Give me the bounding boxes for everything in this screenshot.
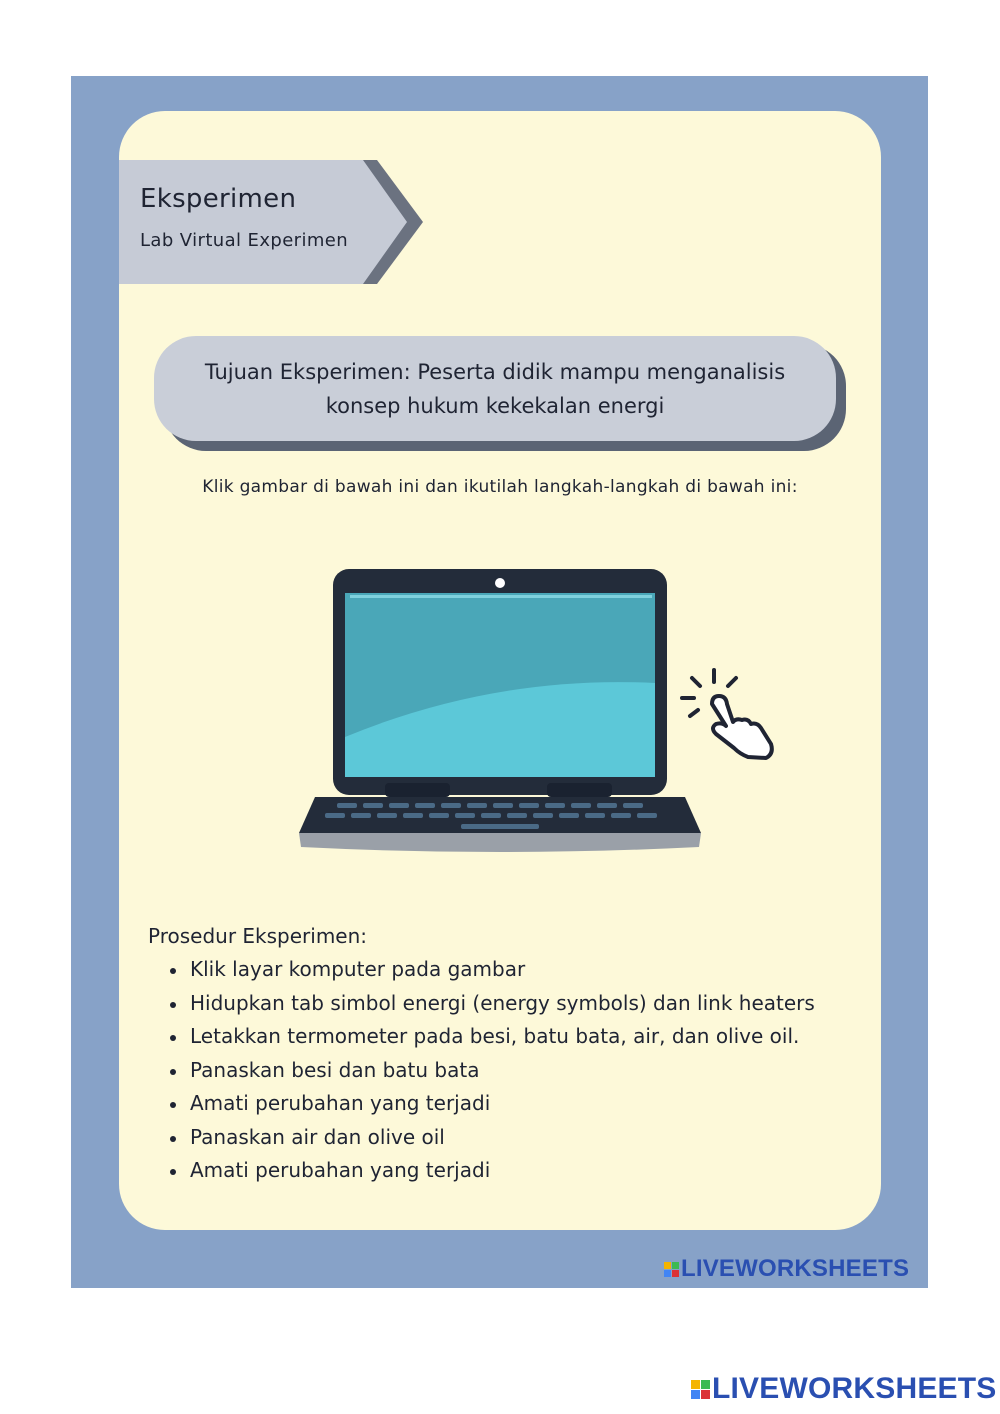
procedure-step: Panaskan besi dan batu bata	[170, 1054, 815, 1088]
header-subtitle: Lab Virtual Experimen	[140, 230, 349, 251]
procedure-step: Panaskan air dan olive oil	[170, 1121, 815, 1155]
logo-text: LIVEWORKSHEETS	[712, 1372, 997, 1405]
procedure-step: Amati perubahan yang terjadi	[170, 1154, 815, 1188]
header-banner	[119, 160, 429, 284]
procedure-step: Klik layar komputer pada gambar	[170, 953, 815, 987]
goal-text: Tujuan Eksperimen: Peserta didik mampu menganalisis konsep hukum kekekalan energi	[204, 359, 786, 418]
procedure-steps	[170, 953, 815, 1188]
goal-box	[154, 336, 836, 441]
liveworksheets-logo-inner	[664, 1255, 909, 1283]
instruction-text: Klik gambar di bawah ini dan ikutilah langkah-langkah di bawah ini:	[202, 477, 798, 497]
procedure-title: Prosedur Eksperimen:	[148, 924, 368, 948]
liveworksheets-mark-icon	[691, 1380, 710, 1399]
liveworksheets-mark-icon	[664, 1262, 679, 1277]
pointing-hand-click-icon	[678, 664, 778, 768]
laptop-icon[interactable]	[295, 565, 705, 864]
logo-text: LIVEWORKSHEETS	[681, 1255, 910, 1282]
procedure-step: Amati perubahan yang terjadi	[170, 1087, 815, 1121]
procedure-step: Hidupkan tab simbol energi (energy symbols) dan link heaters	[170, 987, 815, 1021]
procedure-step: Letakkan termometer pada besi, batu bata, air, dan olive oil.	[170, 1020, 815, 1054]
liveworksheets-logo[interactable]	[691, 1372, 997, 1406]
header-title: Eksperimen	[140, 184, 297, 214]
